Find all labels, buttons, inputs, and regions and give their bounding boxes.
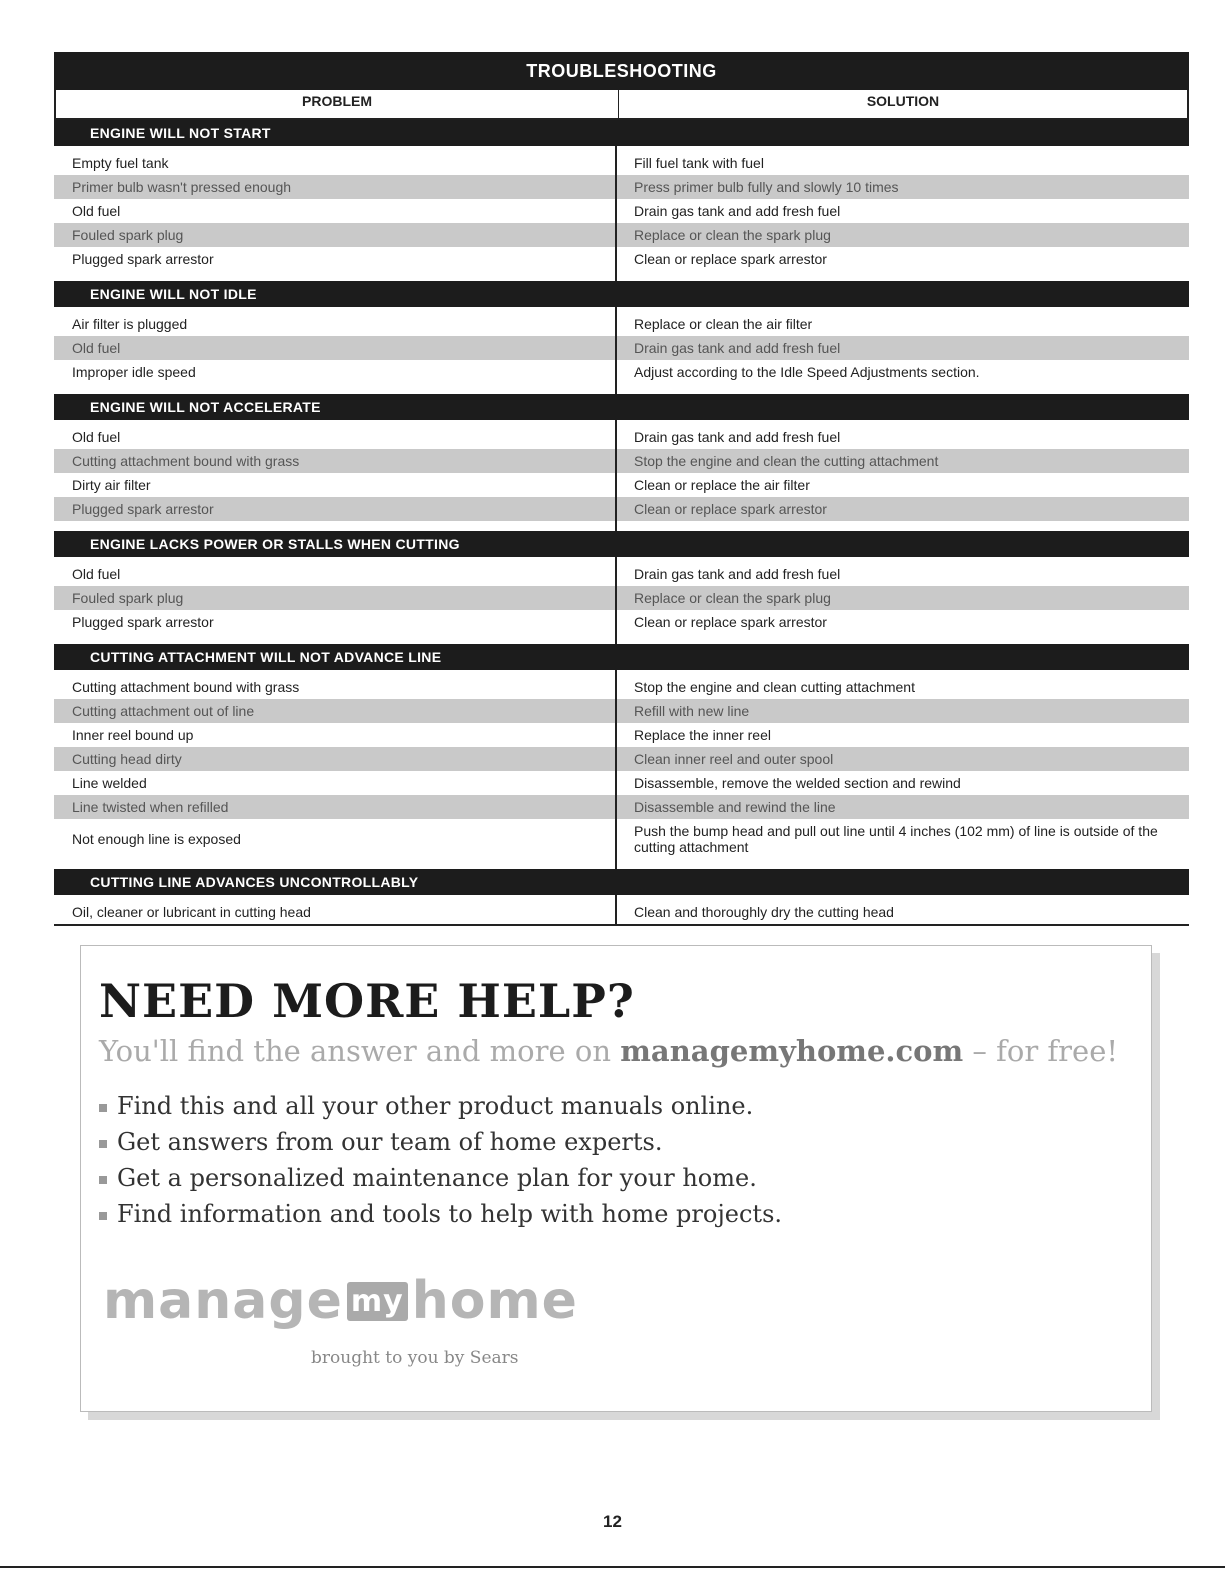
problem-cell: Cutting head dirty — [72, 751, 182, 767]
promo-bullet-list — [99, 1088, 782, 1232]
problem-cell: Fouled spark plug — [72, 227, 184, 243]
table-title: TROUBLESHOOTING — [54, 52, 1189, 90]
solution-cell: Stop the engine and clean cutting attachment — [634, 679, 915, 695]
solution-cell: Drain gas tank and add fresh fuel — [634, 429, 841, 445]
section-rows — [54, 670, 1189, 869]
table-row — [54, 723, 1189, 747]
problem-cell: Old fuel — [72, 566, 121, 582]
problem-cell: Not enough line is exposed — [72, 831, 241, 847]
problem-cell: Cutting attachment bound with grass — [72, 453, 300, 469]
table-row — [54, 336, 1189, 360]
trouble-section — [54, 281, 1189, 394]
solution-cell: Clean or replace the air filter — [634, 477, 810, 493]
solution-cell: Replace the inner reel — [634, 727, 771, 743]
promo-sub-before: You'll find the answer and more on — [99, 1034, 621, 1068]
logo-my-badge: my — [347, 1282, 408, 1321]
bullet-icon — [99, 1140, 107, 1148]
table-row — [54, 900, 1189, 924]
table-row — [54, 151, 1189, 175]
bullet-icon — [99, 1104, 107, 1112]
solution-cell: Clean and thoroughly dry the cutting head — [634, 904, 894, 920]
problem-cell: Primer bulb wasn't pressed enough — [72, 179, 292, 195]
trouble-section — [54, 120, 1189, 281]
section-title: ENGINE WILL NOT START — [54, 120, 1189, 146]
trouble-section — [54, 394, 1189, 531]
troubleshooting-table — [54, 52, 1189, 926]
problem-header: PROBLEM — [56, 90, 619, 118]
promo-bullet: Find this and all your other product manuals online. — [99, 1088, 782, 1124]
promo-sub-after: – for free! — [963, 1034, 1119, 1068]
promo-site-link[interactable]: managemyhome.com — [620, 1034, 964, 1068]
problem-cell: Line welded — [72, 775, 147, 791]
problem-cell: Empty fuel tank — [72, 155, 169, 171]
problem-cell: Plugged spark arrestor — [72, 501, 214, 517]
problem-cell: Old fuel — [72, 340, 121, 356]
bullet-icon — [99, 1176, 107, 1184]
section-title: CUTTING LINE ADVANCES UNCONTROLLABLY — [54, 869, 1189, 895]
table-row — [54, 247, 1189, 271]
logo-tagline: brought to you by Sears — [311, 1348, 519, 1368]
problem-cell: Dirty air filter — [72, 477, 151, 493]
problem-cell: Old fuel — [72, 429, 121, 445]
problem-cell: Cutting attachment out of line — [72, 703, 255, 719]
section-title: ENGINE WILL NOT ACCELERATE — [54, 394, 1189, 420]
table-row — [54, 675, 1189, 699]
section-rows — [54, 307, 1189, 394]
solution-cell: Clean or replace spark arrestor — [634, 614, 827, 630]
table-row — [54, 425, 1189, 449]
solution-header: SOLUTION — [866, 93, 940, 109]
table-bottom-rule — [54, 924, 1189, 926]
solution-cell: Disassemble, remove the welded section and rewind — [634, 775, 961, 791]
trouble-section — [54, 869, 1189, 924]
problem-cell: Plugged spark arrestor — [72, 251, 214, 267]
footer-rule — [0, 1566, 1225, 1568]
solution-cell: Replace or clean the spark plug — [634, 590, 831, 606]
solution-cell: Drain gas tank and add fresh fuel — [634, 566, 841, 582]
table-row — [54, 586, 1189, 610]
table-row — [54, 562, 1189, 586]
section-rows — [54, 557, 1189, 644]
solution-cell: Drain gas tank and add fresh fuel — [634, 340, 841, 356]
table-row — [54, 473, 1189, 497]
section-title: ENGINE WILL NOT IDLE — [54, 281, 1189, 307]
column-header-row — [54, 90, 1189, 120]
table-row — [54, 312, 1189, 336]
promo-bullet: Get answers from our team of home experts. — [99, 1124, 782, 1160]
solution-cell: Adjust according to the Idle Speed Adjustments section. — [634, 364, 980, 380]
section-title: CUTTING ATTACHMENT WILL NOT ADVANCE LINE — [54, 644, 1189, 670]
table-row — [54, 497, 1189, 521]
solution-cell: Refill with new line — [634, 703, 750, 719]
help-promo-box — [80, 945, 1152, 1412]
solution-cell: Replace or clean the air filter — [634, 316, 813, 332]
sections-container — [54, 120, 1189, 924]
table-row — [54, 199, 1189, 223]
table-row — [54, 819, 1189, 859]
trouble-section — [54, 644, 1189, 869]
solution-cell: Clean or replace spark arrestor — [634, 501, 827, 517]
solution-cell: Disassemble and rewind the line — [634, 799, 836, 815]
problem-cell: Air filter is plugged — [72, 316, 188, 332]
page-number: 12 — [603, 1512, 622, 1531]
table-row — [54, 223, 1189, 247]
problem-cell: Line twisted when refilled — [72, 799, 229, 815]
table-row — [54, 175, 1189, 199]
section-rows — [54, 146, 1189, 281]
solution-cell: Push the bump head and pull out line until 4 inches (102 mm) of line is outside of the cutting attachment — [634, 823, 1158, 855]
problem-cell: Old fuel — [72, 203, 121, 219]
promo-bullet: Find information and tools to help with home projects. — [99, 1196, 782, 1232]
problem-cell: Plugged spark arrestor — [72, 614, 214, 630]
managemyhome-logo: manage my home — [103, 1271, 578, 1331]
problem-cell: Inner reel bound up — [72, 727, 194, 743]
table-row — [54, 360, 1189, 384]
solution-cell: Fill fuel tank with fuel — [634, 155, 764, 171]
solution-cell: Press primer bulb fully and slowly 10 times — [634, 179, 899, 195]
solution-cell: Clean or replace spark arrestor — [634, 251, 827, 267]
promo-bullet: Get a personalized maintenance plan for your home. — [99, 1160, 782, 1196]
solution-cell: Replace or clean the spark plug — [634, 227, 831, 243]
table-row — [54, 795, 1189, 819]
trouble-section — [54, 531, 1189, 644]
section-title: ENGINE LACKS POWER OR STALLS WHEN CUTTING — [54, 531, 1189, 557]
problem-cell: Cutting attachment bound with grass — [72, 679, 300, 695]
section-rows — [54, 420, 1189, 531]
solution-cell: Drain gas tank and add fresh fuel — [634, 203, 841, 219]
table-row — [54, 699, 1189, 723]
problem-cell: Oil, cleaner or lubricant in cutting head — [72, 904, 311, 920]
problem-cell: Improper idle speed — [72, 364, 196, 380]
solution-cell: Clean inner reel and outer spool — [634, 751, 834, 767]
table-row — [54, 771, 1189, 795]
section-rows — [54, 895, 1189, 924]
promo-subheading — [99, 1034, 1118, 1068]
problem-cell: Fouled spark plug — [72, 590, 184, 606]
solution-cell: Stop the engine and clean the cutting attachment — [634, 453, 939, 469]
table-row — [54, 610, 1189, 634]
table-row — [54, 747, 1189, 771]
bullet-icon — [99, 1212, 107, 1220]
promo-heading: NEED MORE HELP? — [99, 974, 635, 1028]
table-row — [54, 449, 1189, 473]
